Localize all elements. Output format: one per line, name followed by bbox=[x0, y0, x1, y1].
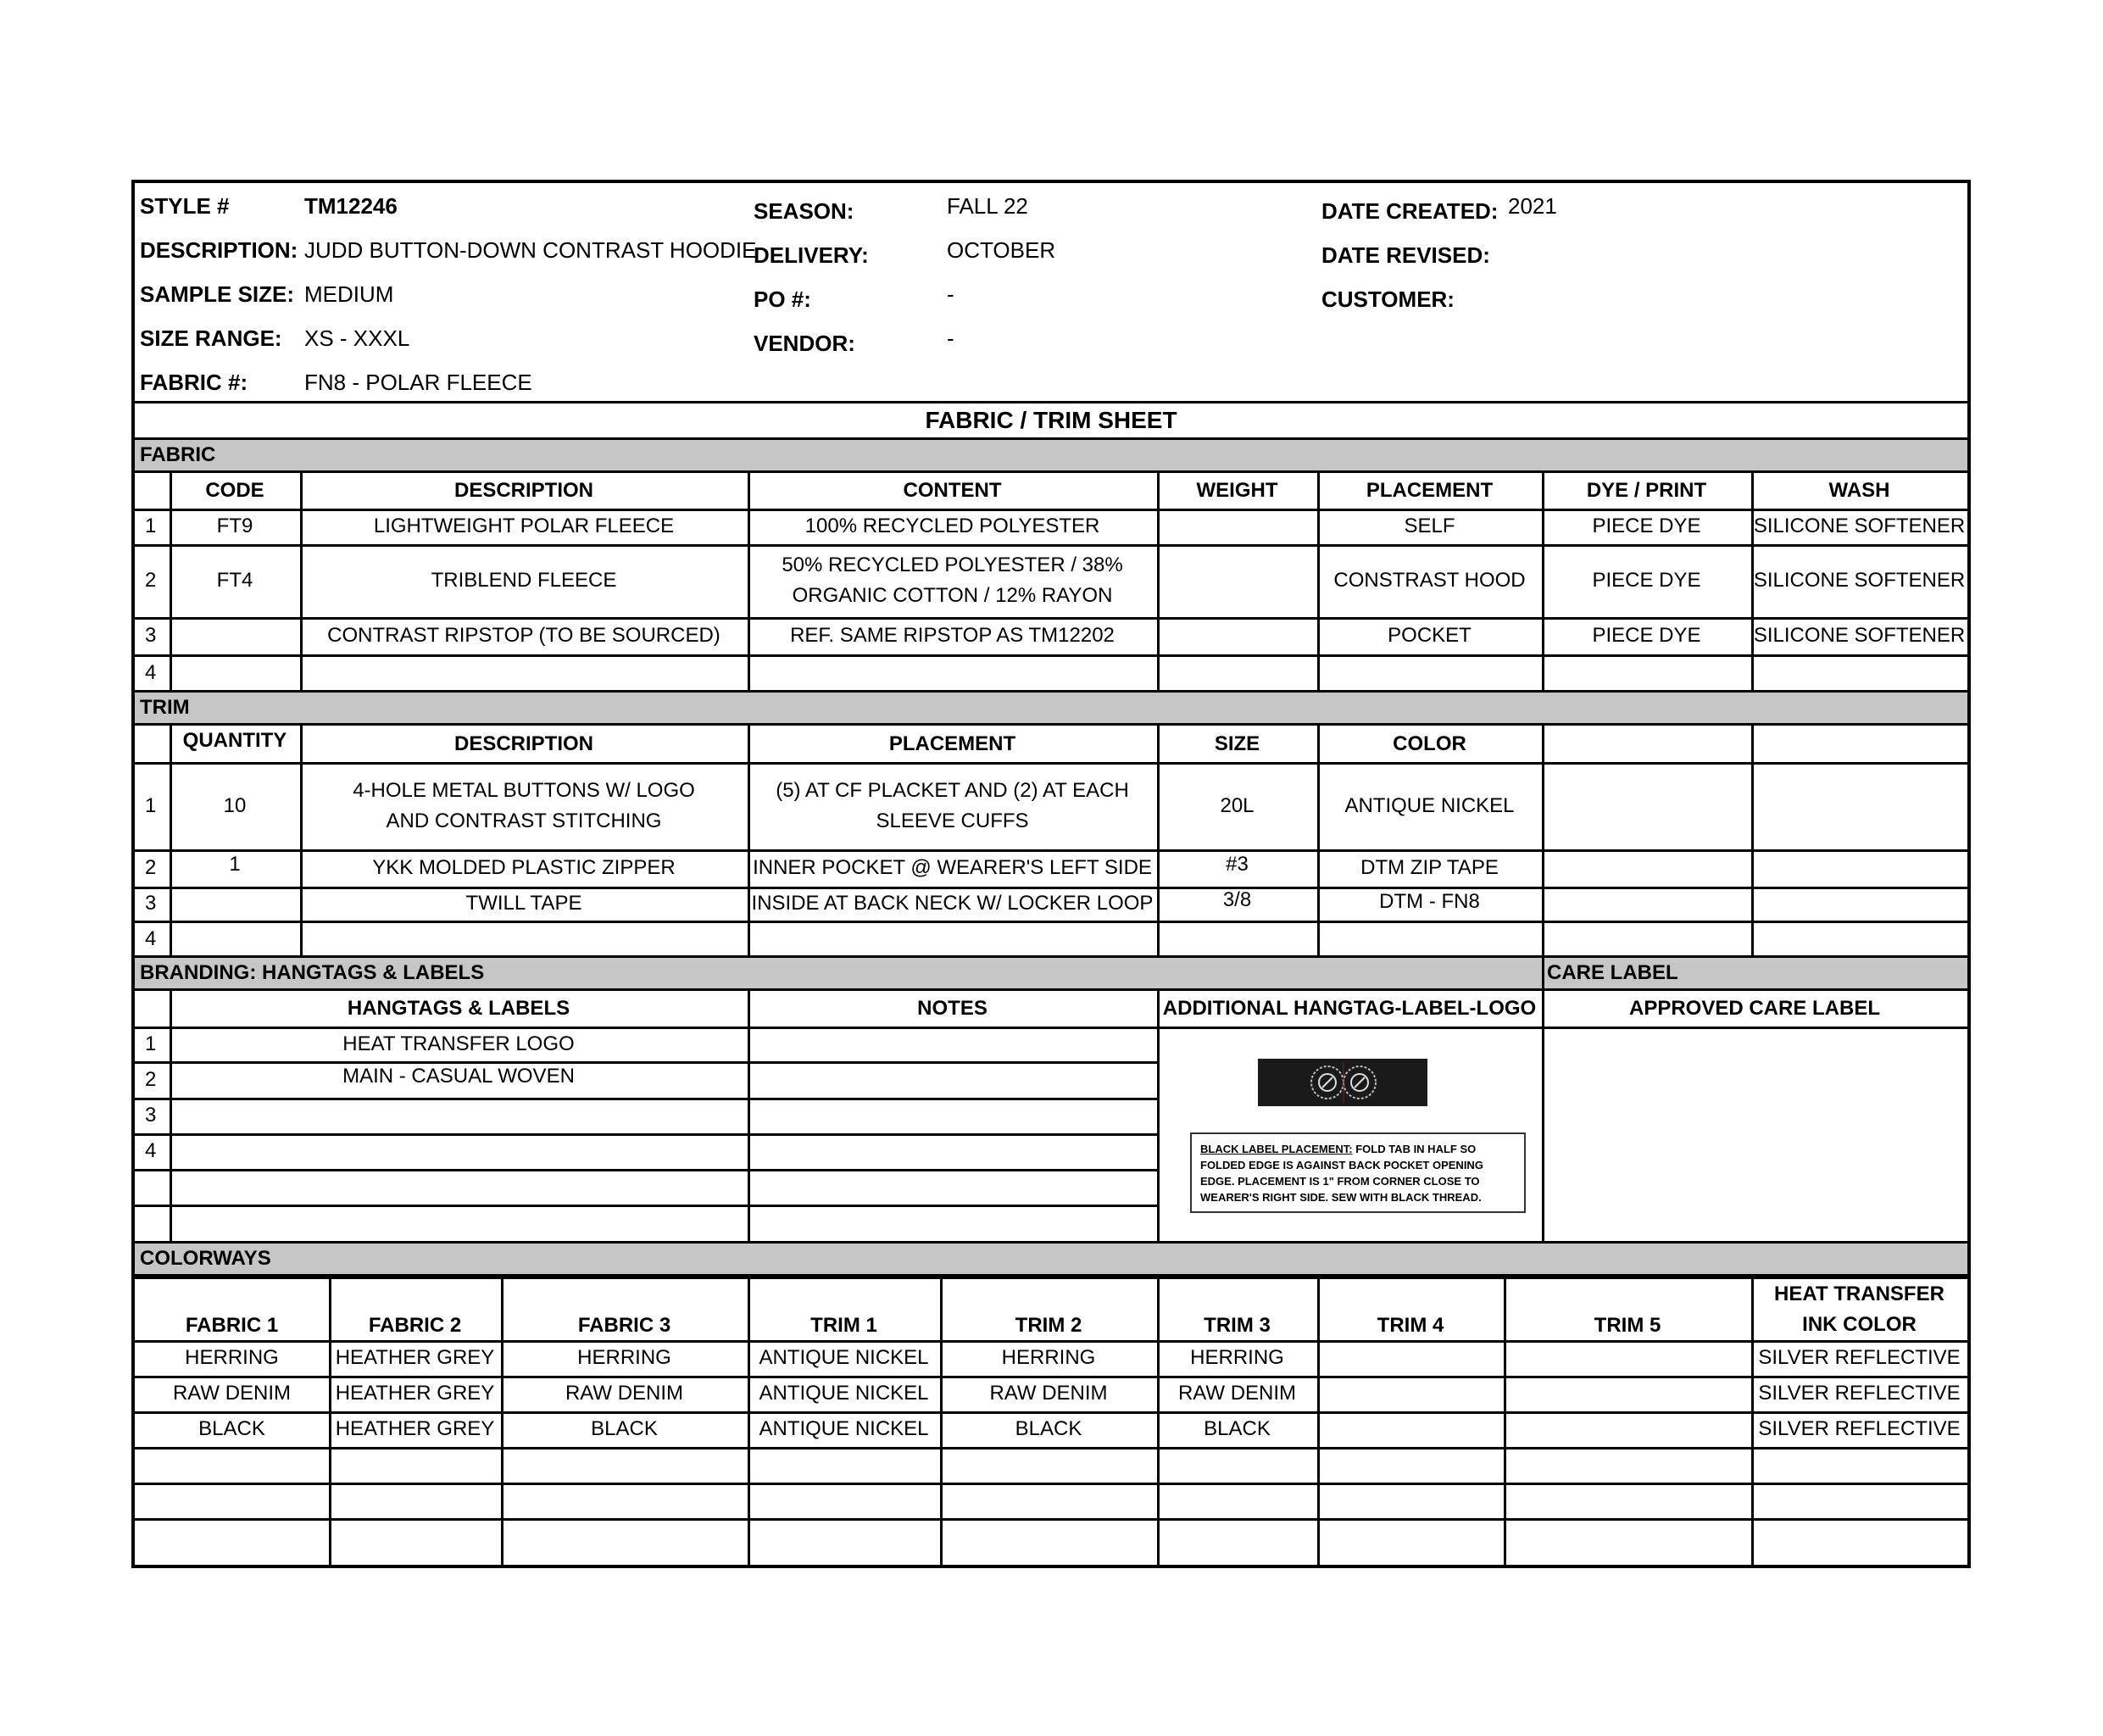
trim-quantity: 10 bbox=[223, 793, 247, 817]
fabric-dye-print: PIECE DYE bbox=[1592, 624, 1701, 647]
trim-col-color: COLOR bbox=[1393, 732, 1466, 755]
colorway-cell-heat-transfer-ink-color bbox=[1751, 1447, 1967, 1483]
fabric-col-dye-print: DYE / PRINT bbox=[1586, 479, 1707, 502]
fabric-number-label: FABRIC #: bbox=[140, 370, 248, 395]
trim-quantity bbox=[170, 887, 300, 921]
colorway-cell-fabric-3 bbox=[501, 1447, 748, 1483]
vendor-label: VENDOR: bbox=[754, 331, 855, 356]
label-logo-icon bbox=[1258, 1059, 1427, 1106]
fabric-content: 50% RECYCLED POLYESTER / 38% ORGANIC COTTON / 12% RAYON bbox=[782, 554, 1123, 607]
fabric-col-content: CONTENT bbox=[903, 479, 1002, 502]
colorway-col-trim-3: TRIM 3 bbox=[1204, 1314, 1271, 1337]
colorway-cell-fabric-2: HEATHER GREY bbox=[335, 1382, 495, 1405]
fabric-description: CONTRAST RIPSTOP (TO BE SOURCED) bbox=[327, 624, 720, 647]
colorway-cell-fabric-3: RAW DENIM bbox=[565, 1382, 684, 1405]
colorway-cell-trim-5 bbox=[1504, 1483, 1751, 1518]
fabric-code: FT4 bbox=[216, 569, 253, 592]
colorway-cell-trim-2 bbox=[940, 1483, 1157, 1518]
colorway-cell-trim-2 bbox=[940, 1518, 1157, 1554]
colorway-col-trim-2: TRIM 2 bbox=[1015, 1314, 1082, 1337]
trim-placement: (5) AT CF PLACKET AND (2) AT EACH SLEEVE CUFFS bbox=[776, 778, 1129, 832]
colorway-cell-trim-1: ANTIQUE NICKEL bbox=[759, 1346, 929, 1369]
trim-row-number: 1 bbox=[145, 793, 157, 817]
colorway-cell-trim-5 bbox=[1504, 1518, 1751, 1554]
colorway-cell-trim-3 bbox=[1157, 1518, 1317, 1554]
fabric-code: FT9 bbox=[216, 515, 253, 537]
branding-col-hangtags: HANGTAGS & LABELS bbox=[347, 997, 570, 1020]
branding-col-additional: ADDITIONAL HANGTAG-LABEL-LOGO bbox=[1162, 997, 1537, 1020]
description-value: JUDD BUTTON-DOWN CONTRAST HOODIE bbox=[304, 237, 757, 263]
fabric-weight bbox=[1157, 617, 1317, 654]
colorway-cell-trim-3: RAW DENIM bbox=[1177, 1382, 1297, 1405]
season-value: FALL 22 bbox=[947, 193, 1028, 219]
colorway-cell-trim-2 bbox=[940, 1447, 1157, 1483]
fabric-placement: CONSTRAST HOOD bbox=[1333, 569, 1526, 592]
fabric-col-code: CODE bbox=[205, 479, 264, 502]
po-label: PO #: bbox=[754, 287, 811, 312]
trim-col-placement: PLACEMENT bbox=[888, 732, 1016, 755]
colorway-cell-trim-5 bbox=[1504, 1411, 1751, 1447]
fabric-number-value: FN8 - POLAR FLEECE bbox=[304, 370, 532, 395]
colorway-cell-trim-3 bbox=[1157, 1447, 1317, 1483]
date-created-label: DATE CREATED: bbox=[1321, 198, 1499, 224]
fabric-dye-print: PIECE DYE bbox=[1592, 569, 1701, 592]
colorway-cell-trim-5 bbox=[1504, 1447, 1751, 1483]
fabric-dye-print: PIECE DYE bbox=[1592, 515, 1701, 537]
colorway-cell-heat-transfer-ink-color: SILVER REFLECTIVE bbox=[1758, 1346, 1961, 1369]
branding-col-care-label: APPROVED CARE LABEL bbox=[1628, 997, 1881, 1020]
trim-color: DTM - FN8 bbox=[1379, 890, 1480, 913]
colorway-cell-trim-4 bbox=[1317, 1447, 1504, 1483]
colorway-cell-trim-5 bbox=[1504, 1340, 1751, 1376]
trim-row-number: 3 bbox=[145, 892, 157, 915]
trim-description: TWILL TAPE bbox=[465, 892, 582, 915]
trim-col-size: SIZE bbox=[1214, 732, 1260, 755]
fabric-col-placement: PLACEMENT bbox=[1366, 479, 1494, 502]
colorway-cell-fabric-2 bbox=[329, 1518, 501, 1554]
colorway-cell-fabric-3: BLACK bbox=[591, 1417, 658, 1440]
colorway-cell-trim-2: BLACK bbox=[1015, 1417, 1082, 1440]
size-range-label: SIZE RANGE: bbox=[140, 326, 282, 351]
colorway-cell-trim-4 bbox=[1317, 1340, 1504, 1376]
fabric-placement: POCKET bbox=[1388, 624, 1472, 647]
colorway-cell-fabric-3: HERRING bbox=[577, 1346, 671, 1369]
colorway-cell-fabric-3 bbox=[501, 1518, 748, 1554]
fabric-weight bbox=[1157, 544, 1317, 617]
trim-size: #3 bbox=[1226, 853, 1249, 876]
colorway-cell-trim-3 bbox=[1157, 1483, 1317, 1518]
colorway-col-fabric-3: FABRIC 3 bbox=[577, 1314, 671, 1337]
fabric-row-number: 2 bbox=[145, 569, 157, 592]
colorway-cell-trim-1: ANTIQUE NICKEL bbox=[759, 1417, 929, 1440]
colorway-cell-trim-4 bbox=[1317, 1518, 1504, 1554]
colorway-cell-trim-5 bbox=[1504, 1376, 1751, 1411]
trim-quantity: 1 bbox=[229, 853, 241, 876]
colorway-cell-heat-transfer-ink-color: SILVER REFLECTIVE bbox=[1758, 1382, 1961, 1405]
colorway-cell-trim-3: HERRING bbox=[1190, 1346, 1284, 1369]
colorway-cell-trim-3: BLACK bbox=[1204, 1417, 1271, 1440]
colorway-col-trim-5: TRIM 5 bbox=[1594, 1314, 1661, 1337]
colorway-cell-heat-transfer-ink-color bbox=[1751, 1483, 1967, 1518]
colorway-cell-trim-1 bbox=[748, 1518, 940, 1554]
trim-section-title: TRIM bbox=[140, 696, 190, 719]
branding-item: HEAT TRANSFER LOGO bbox=[342, 1032, 575, 1055]
label-placement-note: BLACK LABEL PLACEMENT: FOLD TAB IN HALF SO FOLDED EDGE IS AGAINST BACK POCKET OPENING EDGE. PLACEMENT IS 1" FROM CORNER CLOSE TO WEARER'S RIGHT SIDE. SEW WITH BLACK THREAD. bbox=[1190, 1132, 1526, 1213]
colorway-cell-fabric-2: HEATHER GREY bbox=[335, 1346, 495, 1369]
colorway-cell-trim-4 bbox=[1317, 1376, 1504, 1411]
vendor-value: - bbox=[947, 326, 954, 351]
branding-row-number: 4 bbox=[145, 1139, 157, 1162]
fabric-row-number: 1 bbox=[145, 515, 157, 537]
black-woven-label bbox=[1258, 1059, 1427, 1106]
colorway-cell-trim-4 bbox=[1317, 1411, 1504, 1447]
fabric-col-weight: WEIGHT bbox=[1196, 479, 1278, 502]
care-label-section-title: CARE LABEL bbox=[1547, 961, 1678, 984]
colorway-cell-trim-4 bbox=[1317, 1483, 1504, 1518]
fabric-wash: SILICONE SOFTENER bbox=[1753, 624, 1966, 647]
sample-size-label: SAMPLE SIZE: bbox=[140, 281, 295, 307]
fabric-content: REF. SAME RIPSTOP AS TM12202 bbox=[790, 624, 1115, 647]
fabric-wash: SILICONE SOFTENER bbox=[1753, 515, 1966, 537]
colorway-col-trim-1: TRIM 1 bbox=[810, 1314, 877, 1337]
colorway-cell-fabric-1 bbox=[135, 1483, 329, 1518]
trim-color: DTM ZIP TAPE bbox=[1360, 856, 1499, 879]
delivery-label: DELIVERY: bbox=[754, 242, 869, 268]
fabric-content: 100% RECYCLED POLYESTER bbox=[804, 515, 1100, 537]
description-label: DESCRIPTION: bbox=[140, 237, 298, 263]
colorway-cell-fabric-3 bbox=[501, 1483, 748, 1518]
trim-row-number: 2 bbox=[145, 856, 157, 879]
sample-size-value: MEDIUM bbox=[304, 281, 394, 307]
colorway-col-fabric-1: FABRIC 1 bbox=[185, 1314, 279, 1337]
branding-row-number: 1 bbox=[145, 1032, 157, 1055]
trim-description: YKK MOLDED PLASTIC ZIPPER bbox=[372, 856, 676, 879]
colorway-cell-trim-2: RAW DENIM bbox=[989, 1382, 1108, 1405]
fabric-col-description: DESCRIPTION bbox=[453, 479, 593, 502]
colorway-cell-fabric-2 bbox=[329, 1447, 501, 1483]
fabric-weight bbox=[1157, 509, 1317, 544]
fabric-section-title: FABRIC bbox=[140, 443, 216, 466]
fabric-description: TRIBLEND FLEECE bbox=[431, 569, 617, 592]
colorway-cell-fabric-1: BLACK bbox=[198, 1417, 265, 1440]
delivery-value: OCTOBER bbox=[947, 237, 1056, 263]
fabric-placement: SELF bbox=[1404, 515, 1455, 537]
fabric-row-number: 3 bbox=[145, 624, 157, 647]
po-value: - bbox=[947, 281, 954, 307]
colorway-cell-fabric-1 bbox=[135, 1518, 329, 1554]
trim-size: 20L bbox=[1220, 793, 1255, 817]
customer-label: CUSTOMER: bbox=[1321, 287, 1455, 312]
trim-description: 4-HOLE METAL BUTTONS W/ LOGO AND CONTRAST STITCHING bbox=[353, 778, 695, 832]
season-label: SEASON: bbox=[754, 198, 854, 224]
trim-color: ANTIQUE NICKEL bbox=[1344, 793, 1515, 817]
size-range-value: XS - XXXL bbox=[304, 326, 410, 351]
branding-col-notes: NOTES bbox=[917, 997, 988, 1020]
colorway-col-trim-4: TRIM 4 bbox=[1377, 1314, 1444, 1337]
fabric-wash: SILICONE SOFTENER bbox=[1753, 569, 1966, 592]
fabric-trim-sheet bbox=[131, 180, 1971, 1568]
colorway-cell-fabric-1 bbox=[135, 1447, 329, 1483]
colorway-cell-trim-1: ANTIQUE NICKEL bbox=[759, 1382, 929, 1405]
colorway-cell-trim-1 bbox=[748, 1447, 940, 1483]
fabric-col-wash: WASH bbox=[1828, 479, 1890, 502]
branding-section-title: BRANDING: HANGTAGS & LABELS bbox=[140, 961, 485, 984]
colorway-cell-heat-transfer-ink-color: SILVER REFLECTIVE bbox=[1758, 1417, 1961, 1440]
colorway-cell-fabric-2 bbox=[329, 1483, 501, 1518]
branding-row-number: 2 bbox=[145, 1067, 157, 1091]
fabric-description: LIGHTWEIGHT POLAR FLEECE bbox=[373, 515, 675, 537]
date-revised-label: DATE REVISED: bbox=[1321, 242, 1490, 268]
trim-col-quantity: QUANTITY bbox=[182, 729, 287, 752]
colorways-section-title: COLORWAYS bbox=[140, 1247, 271, 1270]
colorway-cell-trim-2: HERRING bbox=[1001, 1346, 1096, 1369]
style-value: TM12246 bbox=[304, 193, 398, 219]
colorway-col-heat-transfer-ink-color: HEAT TRANSFER INK COLOR bbox=[1774, 1283, 1944, 1336]
colorway-col-fabric-2: FABRIC 2 bbox=[368, 1314, 462, 1337]
sheet-title: FABRIC / TRIM SHEET bbox=[925, 407, 1177, 433]
fabric-code bbox=[170, 617, 300, 654]
trim-row-number: 4 bbox=[145, 926, 157, 950]
date-created-value: 2021 bbox=[1508, 193, 1557, 219]
colorway-cell-fabric-1: HERRING bbox=[185, 1346, 279, 1369]
colorway-cell-heat-transfer-ink-color bbox=[1751, 1518, 1967, 1554]
branding-item: MAIN - CASUAL WOVEN bbox=[342, 1064, 575, 1088]
colorway-cell-trim-1 bbox=[748, 1483, 940, 1518]
fabric-row-number: 4 bbox=[145, 661, 157, 684]
branding-row-number: 3 bbox=[145, 1104, 157, 1127]
colorway-cell-fabric-2: HEATHER GREY bbox=[335, 1417, 495, 1440]
colorway-cell-fabric-1: RAW DENIM bbox=[172, 1382, 292, 1405]
trim-placement: INSIDE AT BACK NECK W/ LOCKER LOOP bbox=[751, 892, 1154, 915]
style-label: STYLE # bbox=[140, 193, 230, 219]
trim-size: 3/8 bbox=[1222, 888, 1252, 911]
trim-placement: INNER POCKET @ WEARER'S LEFT SIDE bbox=[753, 856, 1152, 879]
trim-col-description: DESCRIPTION bbox=[453, 732, 593, 755]
